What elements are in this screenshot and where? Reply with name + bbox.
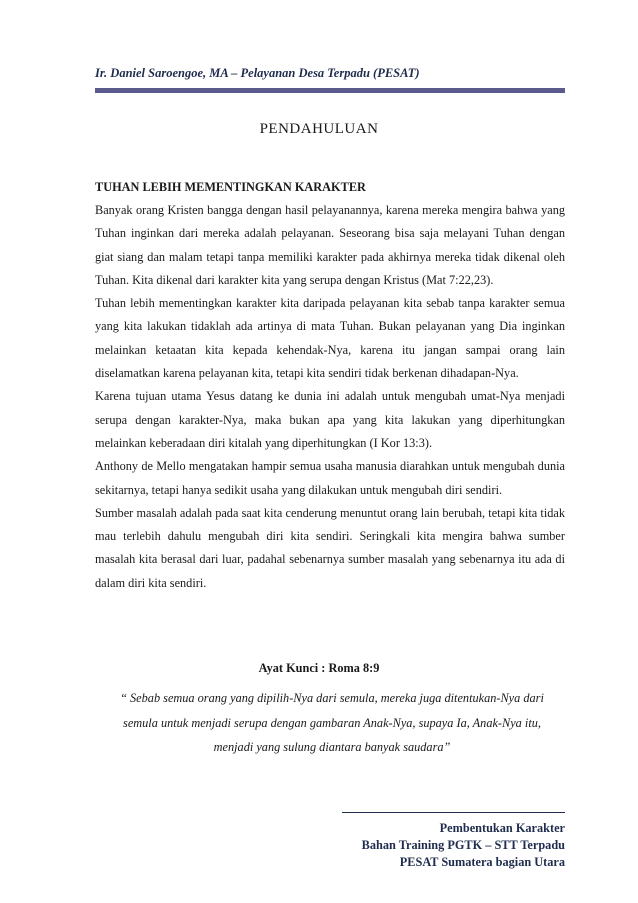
page-title: PENDAHULUAN: [259, 121, 379, 137]
paragraph-4: Anthony de Mello mengatakan hampir semua usaha manusia diarahkan untuk mengubah dunia sekitarnya, tetapi hanya sedikit usaha yang dilakukan untuk mengubah diri sendiri.: [95, 459, 565, 497]
page-footer: [362, 820, 565, 871]
header-rule: [95, 88, 565, 93]
paragraph-5: Sumber masalah adalah pada saat kita cenderung menuntut orang lain berubah, tetapi kita tidak mau terlebih dahulu mengubah diri kita sendiri. Seringkali kita mengira bahwa sumber masalah kita berasal dari luar, padahal sebenarnya sumber masalah yang sebenarnya itu ada di dalam diri kita sendiri.: [95, 505, 565, 590]
verse-line-3: menjadi yang sulung diantara banyak saudara”: [213, 740, 451, 754]
key-verse-title: Ayat Kunci : Roma 8:9: [258, 661, 380, 675]
paragraph-2: Tuhan lebih mementingkan karakter kita daripada pelayanan kita sebab tanpa karakter semua yang kita lakukan tidaklah ada artinya di mata Tuhan. Bukan pelayanan yang Dia inginkan melainkan ketaatan kita kepada kehendak-Nya, karena itu jangan sampai orang lain diselamatkan karena pelayanan kita, tetapi kita sendiri tidak berkenan dihadapan-Nya.: [95, 296, 565, 381]
key-verse-quote: [98, 686, 566, 760]
verse-line-2: semula untuk menjadi serupa dengan gambaran Anak-Nya, supaya Ia, Anak-Nya itu,: [123, 715, 541, 730]
paragraph-3: Karena tujuan utama Yesus datang ke dunia ini adalah untuk mengubah umat-Nya menjadi serupa dengan karakter-Nya, maka bukan apa yang kita lakukan yang diperhitungkan melainkan keberadaan diri kitalah yang diperhitungkan (I Kor 13:3).: [95, 389, 565, 450]
footer-line-2: Bahan Training PGTK – STT Terpadu: [361, 838, 565, 852]
document-body: [95, 175, 565, 595]
footer-rule: [342, 812, 565, 813]
section-heading: TUHAN LEBIH MEMENTINGKAN KARAKTER: [95, 180, 366, 194]
paragraph-1: Banyak orang Kristen bangga dengan hasil pelayanannya, karena mereka mengira bahwa yang Tuhan inginkan dari mereka adalah pelayanan. Seseorang bisa saja melayani Tuhan dengan giat siang dan malam tetapi tanpa memiliki karakter pada akhirnya mereka tidak dikenal oleh Tuhan. Kita dikenal dari karakter kita yang serupa dengan Kristus (Mat 7:22,23).: [95, 203, 565, 287]
footer-line-3: PESAT Sumatera bagian Utara: [399, 855, 565, 869]
footer-line-1: Pembentukan Karakter: [439, 821, 565, 835]
verse-line-1: “ Sebab semua orang yang dipilih-Nya dari semula, mereka juga ditentukan-Nya dari: [120, 691, 544, 705]
page-header-title: Ir. Daniel Saroengoe, MA – Pelayanan Desa Terpadu (PESAT): [95, 66, 420, 80]
